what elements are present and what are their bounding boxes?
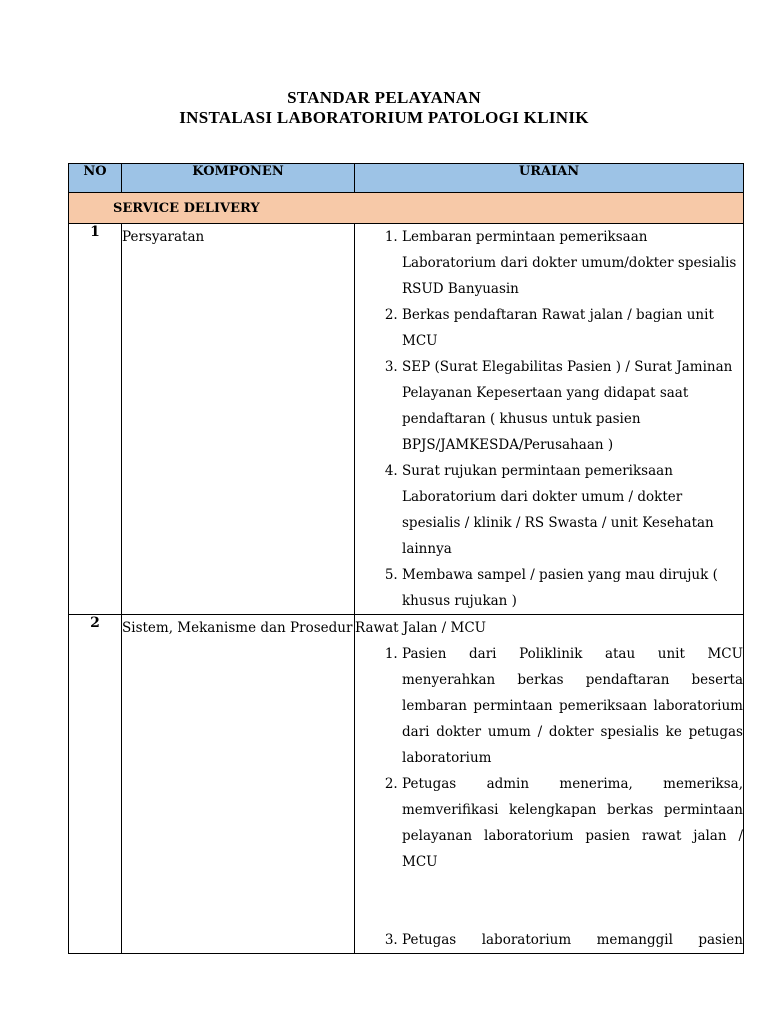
- list-item: 5. Membawa sampel / pasien yang mau dirujuk ( khusus rujukan ): [402, 562, 743, 614]
- requirements-list: [355, 224, 743, 614]
- list-item: 2. Berkas pendaftaran Rawat jalan / bagian unit MCU: [402, 302, 743, 354]
- row-number: 1: [69, 224, 122, 615]
- row-uraian: [355, 224, 744, 615]
- list-item: 3. Petugas laboratorium memanggil pasien: [402, 927, 743, 953]
- service-standard-table: [68, 163, 744, 954]
- table-row: [69, 615, 744, 954]
- list-item: 4. Surat rujukan permintaan pemeriksaan Laboratorium dari dokter umum / dokter spesialis / klinik / RS Swasta / unit Kesehatan lainnya: [402, 458, 743, 562]
- table-row: [69, 224, 744, 615]
- row-komponen: Persyaratan: [122, 224, 355, 615]
- list-item: 3. SEP (Surat Elegabilitas Pasien ) / Surat Jaminan Pelayanan Kepesertaan yang didapat saat pendaftaran ( khusus untuk pasien BPJS/JAMKESDA/Perusahaan ): [402, 354, 743, 458]
- header-komponen: KOMPONEN: [122, 164, 355, 193]
- procedure-list: [355, 641, 743, 953]
- row-number: 2: [69, 615, 122, 954]
- section-row: [69, 193, 744, 224]
- document-title: STANDAR PELAYANAN: [287, 88, 481, 107]
- row-komponen: Sistem, Mekanisme dan Prosedur: [122, 615, 355, 954]
- section-title: SERVICE DELIVERY: [69, 193, 744, 224]
- procedure-subheading: Rawat Jalan / MCU: [355, 620, 487, 636]
- header-no: NO: [69, 164, 122, 193]
- header-uraian: URAIAN: [355, 164, 744, 193]
- table-header-row: [69, 164, 744, 193]
- list-item: 2. Petugas admin menerima, memeriksa, memverifikasi kelengkapan berkas permintaan pelayanan laboratorium pasien rawat jalan / MCU: [402, 771, 743, 927]
- document-subtitle: INSTALASI LABORATORIUM PATOLOGI KLINIK: [179, 108, 589, 127]
- list-item: 1. Pasien dari Poliklinik atau unit MCU menyerahkan berkas pendaftaran beserta lembaran permintaan pemeriksaan laboratorium dari dokter umum / dokter spesialis ke petugas laboratorium: [402, 641, 743, 771]
- list-item: 1. Lembaran permintaan pemeriksaan Laboratorium dari dokter umum/dokter spesialis RSUD Banyuasin: [402, 224, 743, 302]
- row-uraian: [355, 615, 744, 954]
